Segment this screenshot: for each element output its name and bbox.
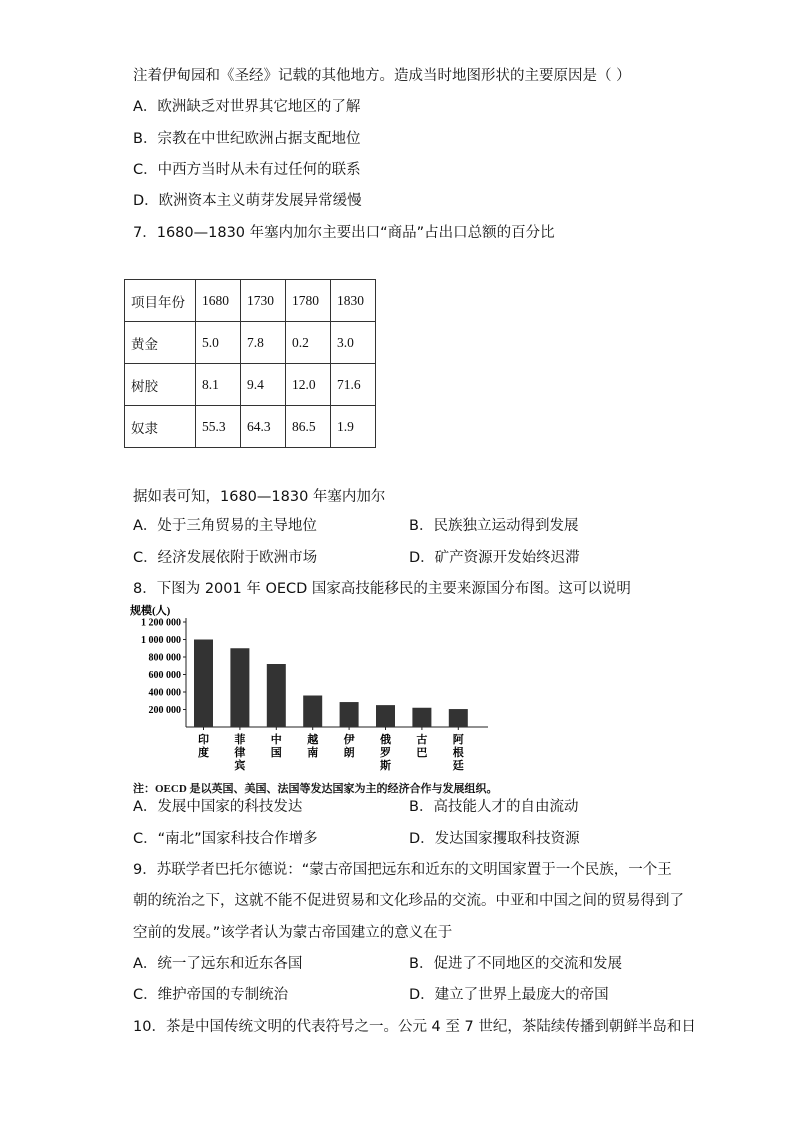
- question-10-stem: 10．茶是中国传统文明的代表符号之一。公元 4 至 7 世纪，茶陆续传播到朝鲜半岛和日: [133, 1019, 696, 1035]
- q9-option-c: C．维护帝国的专制统治: [133, 987, 289, 1003]
- table-cell: 9.4: [241, 364, 286, 406]
- oecd-note: 注：OECD 是以英国、美国、法国等发达国家为主的经济合作与发展组织。: [133, 783, 498, 795]
- table-header-cell: 项目年份: [125, 280, 196, 322]
- table-cell: 55.3: [196, 406, 241, 448]
- q6-option-a: A．欧洲缺乏对世界其它地区的了解: [133, 99, 361, 115]
- q6-option-d: D．欧洲资本主义萌芽发展异常缓慢: [133, 193, 362, 209]
- table-header-row: [125, 280, 376, 322]
- x-tick-label: 古巴: [416, 733, 428, 759]
- table-header-cell: 1730: [241, 280, 286, 322]
- table-cell: 8.1: [196, 364, 241, 406]
- x-tick-label: 中国: [270, 733, 282, 759]
- bar: [194, 640, 213, 728]
- bar: [412, 708, 431, 727]
- bar: [267, 664, 286, 727]
- q8-option-c: C．“南北”国家科技合作增多: [133, 831, 318, 847]
- bar: [303, 696, 322, 728]
- table-cell: 黄金: [125, 322, 196, 364]
- table-cell: 71.6: [331, 364, 376, 406]
- y-tick-label: 1 000 000: [141, 635, 181, 646]
- table-cell: 3.0: [331, 322, 376, 364]
- q6-option-b: B．宗教在中世纪欧洲占据支配地位: [133, 131, 361, 147]
- table-cell: 1.9: [331, 406, 376, 448]
- q9-option-a: A．统一了远东和近东各国: [133, 956, 303, 972]
- q9-option-d: D．建立了世界上最庞大的帝国: [409, 987, 609, 1003]
- y-tick-label: 400 000: [148, 687, 181, 699]
- x-tick-label: 菲律宾: [234, 733, 246, 772]
- y-tick-label: 200 000: [148, 705, 181, 716]
- table-cell: 64.3: [241, 406, 286, 448]
- table-cell: 0.2: [286, 322, 331, 364]
- question-8-stem: 8．下图为 2001 年 OECD 国家高技能移民的主要来源国分布图。这可以说明: [133, 581, 631, 597]
- y-tick-label: 1 200 000: [141, 617, 181, 629]
- x-tick-label: 伊朗: [343, 733, 355, 759]
- y-axis-label: 规模(人): [130, 605, 171, 617]
- x-tick-label: 俄罗斯: [380, 733, 391, 772]
- table-row: [125, 406, 376, 448]
- bar: [340, 702, 359, 727]
- question-9-stem-2: 朝的统治之下，这就不能不促进贸易和文化珍品的交流。中亚和中国之间的贸易得到了: [133, 893, 684, 909]
- table-cell: 奴隶: [125, 406, 196, 448]
- table-cell: 5.0: [196, 322, 241, 364]
- q7-option-d: D．矿产资源开发始终迟滞: [409, 550, 580, 566]
- table-cell: 86.5: [286, 406, 331, 448]
- y-tick-label: 800 000: [148, 652, 181, 664]
- q7-option-c: C．经济发展依附于欧洲市场: [133, 550, 318, 566]
- question-9-stem-3: 空前的发展。”该学者认为蒙古帝国建立的意义在于: [133, 925, 453, 941]
- q7-lead: 据如表可知，1680—1830 年塞内加尔: [133, 489, 386, 505]
- q8-option-d: D．发达国家攫取科技资源: [409, 831, 580, 847]
- table-header-cell: 1680: [196, 280, 241, 322]
- table-row: [125, 322, 376, 364]
- table-cell: 12.0: [286, 364, 331, 406]
- table-cell: 7.8: [241, 322, 286, 364]
- q8-option-b: B．高技能人才的自由流动: [409, 799, 579, 815]
- x-tick-label: 越南: [307, 733, 319, 759]
- table-row: [125, 364, 376, 406]
- question-7-stem: 7．1680—1830 年塞内加尔主要出口“商品”占出口总额的百分比: [133, 225, 555, 241]
- x-tick-label: 印度: [198, 733, 209, 759]
- bar: [230, 648, 249, 727]
- bar: [449, 709, 468, 727]
- question-9-stem-1: 9．苏联学者巴托尔德说：“蒙古帝国把远东和近东的文明国家置于一个民族，一个王: [133, 862, 672, 878]
- table-cell: 树胶: [125, 364, 196, 406]
- question-6-stem-tail: 注着伊甸园和《圣经》记载的其他地方。造成当时地图形状的主要原因是（ ）: [133, 68, 631, 84]
- export-table: [124, 279, 376, 448]
- q6-option-c: C．中西方当时从未有过任何的联系: [133, 162, 361, 178]
- table-header-cell: 1830: [331, 280, 376, 322]
- migrant-bar-chart: [130, 603, 490, 775]
- q9-option-b: B．促进了不同地区的交流和发展: [409, 956, 622, 972]
- q7-option-a: A．处于三角贸易的主导地位: [133, 518, 317, 534]
- q7-option-b: B．民族独立运动得到发展: [409, 518, 579, 534]
- bar: [376, 705, 395, 727]
- q8-option-a: A．发展中国家的科技发达: [133, 799, 303, 815]
- table-header-cell: 1780: [286, 280, 331, 322]
- x-tick-label: 阿根廷: [452, 733, 464, 772]
- y-tick-label: 600 000: [148, 670, 181, 681]
